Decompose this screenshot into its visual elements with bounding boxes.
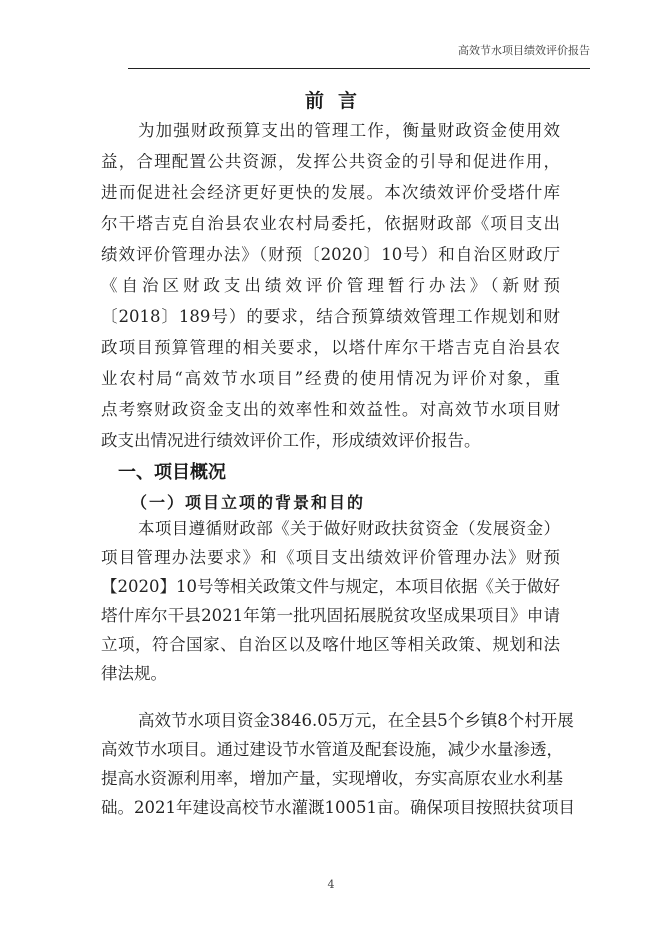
text-line: 本项目遵循财政部《关于做好财政扶贫资金（发展资金）: [138, 519, 560, 538]
section-title: 前言: [304, 90, 371, 112]
text-line: 《自治区财政支出绩效评价管理暂行办法》（新财预: [101, 276, 560, 295]
text-line: 为加强财政预算支出的管理工作，衡量财政资金使用效: [138, 121, 560, 140]
text-line: 高效节水项目资金3846.05万元，在全县5个乡镇8个村开展: [138, 711, 574, 730]
header-rule: [128, 68, 590, 69]
text-line: 【2020】10号等相关政策文件与规定，本项目依据《关于做好: [101, 577, 560, 596]
running-header: 高效节水项目绩效评价报告: [458, 44, 590, 57]
text-line: 绩效评价管理办法》（财预〔2020〕10号）和自治区财政厅: [101, 245, 560, 264]
page-number: 4: [327, 878, 335, 891]
text-line: 提高水资源利用率，增加产量，实现增收，夯实高原农业水利基: [101, 769, 563, 788]
text-line: 政项目预算管理的相关要求，以塔什库尔干塔吉克自治县农: [101, 338, 560, 357]
text-line: 塔什库尔干县2021年第一批巩固拓展脱贫攻坚成果项目》申请: [101, 606, 560, 625]
text-line: 础。2021年建设高校节水灌溉10051亩。确保项目按照扶贫项目: [101, 798, 575, 817]
text-line: 立项，符合国家、自治区以及喀什地区等相关政策、规划和法: [101, 635, 560, 654]
text-line: 业农村局“高效节水项目”经费的使用情况为评价对象，重: [101, 369, 560, 388]
text-line: 高效节水项目。通过建设节水管道及配套设施，减少水量渗透，: [101, 740, 563, 759]
text-line: 尔干塔吉克自治县农业农村局委托，依据财政部《项目支出: [101, 214, 560, 233]
text-line: 律法规。: [101, 664, 167, 683]
text-line: 进而促进社会经济更好更快的发展。本次绩效评价受塔什库: [101, 183, 560, 202]
text-line: 益，合理配置公共资源，发挥公共资金的引导和促进作用，: [101, 152, 560, 171]
text-line: 点考察财政资金支出的效率性和效益性。对高效节水项目财: [101, 400, 560, 419]
text-line: 〔2018〕189号）的要求，结合预算绩效管理工作规划和财: [101, 307, 560, 326]
subheading-background: （一）项目立项的背景和目的: [131, 493, 366, 512]
text-line: 项目管理办法要求》和《项目支出绩效评价管理办法》财预: [101, 548, 560, 567]
text-line: 政支出情况进行绩效评价工作，形成绩效评价报告。: [101, 431, 481, 450]
heading-project-overview: 一、项目概况: [118, 462, 226, 483]
